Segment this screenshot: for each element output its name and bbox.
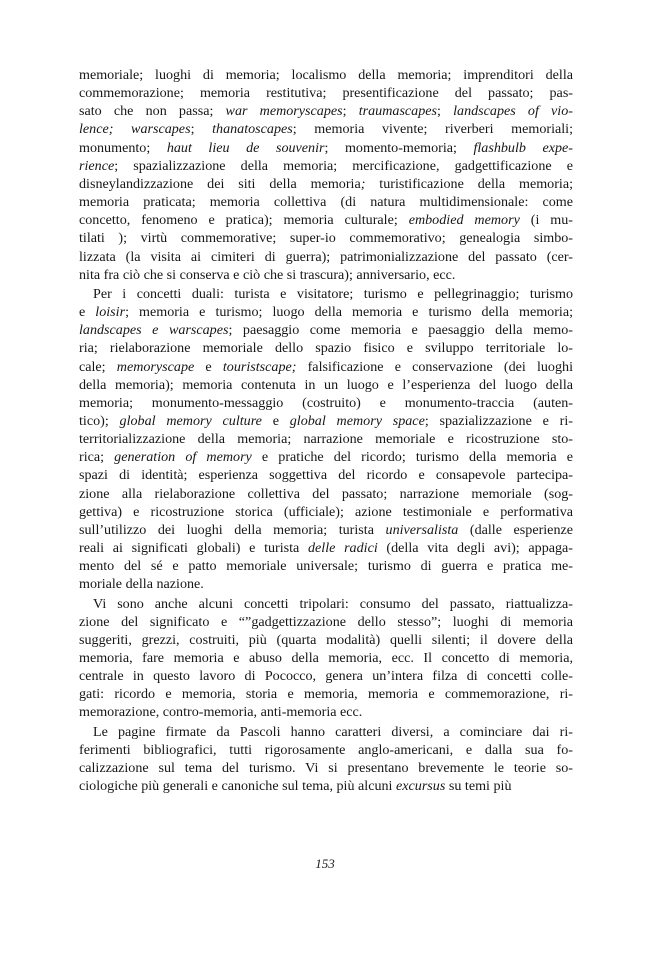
text-run: e [261, 412, 290, 429]
text-line [79, 102, 573, 120]
text-line [79, 139, 573, 157]
text-line [79, 521, 573, 539]
text-line [79, 321, 573, 339]
text-line [79, 595, 573, 613]
text-line [79, 376, 573, 394]
text-run: zione del significato e “”gadgettizzazione dello stesso”; luoghi di memoria [79, 613, 573, 630]
text-line [79, 339, 573, 357]
text-line [79, 193, 573, 211]
text-run: Per i concetti duali: turista e visitatore; turismo e pellegrinaggio; turismo [93, 285, 573, 302]
italic-text: universalista [385, 521, 459, 538]
text-run: e [79, 304, 96, 321]
text-line [79, 266, 573, 284]
italic-text: lence; warscapes [79, 121, 191, 138]
italic-text: generation of memory [114, 449, 252, 466]
italic-text: thanatoscapes [212, 121, 293, 138]
text-run: ; paesaggio come memoria e paesaggio della memo- [228, 322, 573, 339]
italic-text: global memory space [289, 412, 425, 429]
text-run: commemorazione; memoria restitutiva; presentificazione del passato; pas- [79, 85, 573, 102]
text-run: moriale della nazione. [79, 576, 204, 593]
text-run: tico); [79, 412, 120, 429]
text-run: ; [190, 121, 213, 138]
text-run: suggeriti, grezzi, costruiti, più (quarta modalità) quelli silenti; il dovere della [79, 631, 573, 648]
text-line [79, 485, 573, 503]
text-run: ; [342, 103, 359, 120]
italic-text: embodied memory [408, 212, 520, 229]
text-run: sull’utilizzo dei luoghi della memoria; turista [79, 521, 386, 538]
text-run: lizzata (la visita ai cimiteri di guerra); patrimonializzazione del passato (cer- [79, 248, 573, 265]
text-line [79, 175, 573, 193]
text-run: e [194, 358, 223, 375]
italic-text: flashbulb expe- [473, 139, 573, 156]
text-run: memorazione, contro-memoria, anti-memoria ecc. [79, 704, 363, 721]
text-line [79, 157, 573, 175]
text-line [79, 741, 573, 759]
text-line [79, 412, 573, 430]
text-line [79, 466, 573, 484]
text-run: zione alla rielaborazione collettiva del passato; narrazione memoriale (sog- [79, 485, 573, 502]
text-run: ; memoria vivente; riverberi memoriali; [292, 121, 573, 138]
text-line [79, 211, 573, 229]
text-line [79, 229, 573, 247]
text-line [79, 649, 573, 667]
text-run: reali ai significati globali) e turista [79, 540, 308, 557]
text-run: ferimenti bibliografici, tutti rigorosamente anglo-americani, e dalla sua fo- [79, 741, 573, 758]
italic-text: loisir [95, 304, 126, 321]
italic-text: global memory culture [119, 412, 262, 429]
text-run: disneylandizzazione dei siti della memoria [79, 175, 361, 192]
italic-text: haut lieu de souvenir [166, 139, 325, 156]
text-line [79, 777, 573, 795]
text-line [79, 430, 573, 448]
text-line [79, 631, 573, 649]
text-run: sato che non passa; [79, 103, 226, 120]
text-run: mento del sé e patto memoriale universale; turismo di guerra e pratica me- [79, 558, 573, 575]
italic-text: landscapes e warscapes [79, 322, 229, 339]
text-line [79, 358, 573, 376]
text-line [79, 303, 573, 321]
text-run: ; [437, 103, 454, 120]
italic-text: touristscape; [222, 358, 297, 375]
italic-text: rience [79, 157, 115, 174]
text-run: memoriale; luoghi di memoria; localismo della memoria; imprenditori della [79, 67, 573, 83]
text-run: ; spazializzazione e ri- [424, 412, 573, 429]
text-run: (della vita degli avi); appaga- [377, 540, 573, 557]
text-run: (dalle esperienze [458, 521, 573, 538]
text-run: falsificazione e conservazione (dei luoghi [296, 358, 573, 375]
text-line [79, 248, 573, 266]
italic-text: ; [360, 175, 366, 192]
text-run: e pratiche del ricordo; turismo della memoria e [251, 449, 573, 466]
text-line [79, 285, 573, 303]
body-text [79, 66, 573, 795]
text-line [79, 575, 573, 593]
text-line [79, 503, 573, 521]
text-run: territorializzazione della memoria; narrazione memoriale e ricostruzione sto- [79, 431, 573, 448]
text-run: cale; [79, 358, 117, 375]
text-run: turistificazione della memoria; [365, 175, 573, 192]
text-run: concetto, fenomeno e pratica); memoria culturale; [79, 212, 409, 229]
text-line [79, 667, 573, 685]
paragraph [79, 66, 573, 284]
text-line [79, 120, 573, 138]
text-run: memoria; monumento-messaggio (costruito) e monumento-traccia (auten- [79, 394, 573, 411]
italic-text: excursus [396, 778, 446, 795]
text-run: memoria, fare memoria e abuso della memoria, ecc. Il concetto di memoria, [79, 650, 573, 666]
text-run: ; momento-memoria; [324, 139, 474, 156]
italic-text: war memoryscapes [225, 103, 343, 120]
text-line [79, 723, 573, 741]
italic-text: traumascapes [358, 103, 438, 120]
text-run: monumento; [79, 139, 167, 156]
paragraph [79, 285, 573, 594]
italic-text: delle radici [308, 540, 378, 557]
text-run: della memoria); memoria contenuta in un luogo e l’esperienza del luogo della [79, 376, 573, 393]
text-run: rica; [79, 449, 115, 466]
text-line [79, 759, 573, 777]
text-run: ciologiche più generali e canoniche sul tema, più alcuni [79, 778, 396, 795]
text-run: nita fra ciò che si conserva e ciò che si trascura); anniversario, ecc. [79, 266, 456, 283]
text-run: ria; rielaborazione memoriale dello spazio fisico e sviluppo territoriale lo- [79, 340, 573, 357]
text-run: calizzazione sul tema del turismo. Vi si presentano brevemente le teorie so- [79, 759, 573, 776]
text-line [79, 703, 573, 721]
text-run: su temi più [445, 778, 512, 795]
text-run: memoria praticata; memoria collettiva (di natura multidimensionale: come [79, 194, 573, 211]
text-line [79, 448, 573, 466]
text-run: gati: ricordo e memoria, storia e memoria, memoria e commemorazione, ri- [79, 686, 573, 703]
text-line [79, 394, 573, 412]
page-number: 153 [315, 856, 335, 871]
italic-text: memoryscape [116, 358, 195, 375]
paragraph [79, 595, 573, 722]
text-run: spazi di identità; esperienza soggettiva del ricordo e consapevole partecipa- [79, 467, 573, 484]
text-run: gettiva) e ricostruzione storica (ufficiale); azione testimoniale e performativa [79, 503, 573, 520]
text-line [79, 685, 573, 703]
text-line [79, 613, 573, 631]
text-run: Le pagine firmate da Pascoli hanno caratteri diversi, a cominciare dai ri- [93, 723, 573, 740]
text-run: (i mu- [519, 212, 573, 229]
paragraph [79, 723, 573, 796]
text-line [79, 84, 573, 102]
text-line [79, 539, 573, 557]
text-run: centrale in questo lavoro di Pococco, genera un’intera filza di concetti colle- [79, 668, 573, 685]
text-run: Vi sono anche alcuni concetti tripolari: consumo del passato, riattualizza- [93, 595, 573, 612]
text-line [79, 557, 573, 575]
text-line [79, 66, 573, 84]
text-run: ; memoria e turismo; luogo della memoria e turismo della memoria; [125, 304, 573, 321]
text-run: ; spazializzazione della memoria; mercificazione, gadgettificazione e [114, 157, 573, 174]
text-run: tilati ); virtù commemorative; super-io commemorativo; genealogia simbo- [79, 230, 573, 247]
italic-text: landscapes of vio- [453, 103, 573, 120]
